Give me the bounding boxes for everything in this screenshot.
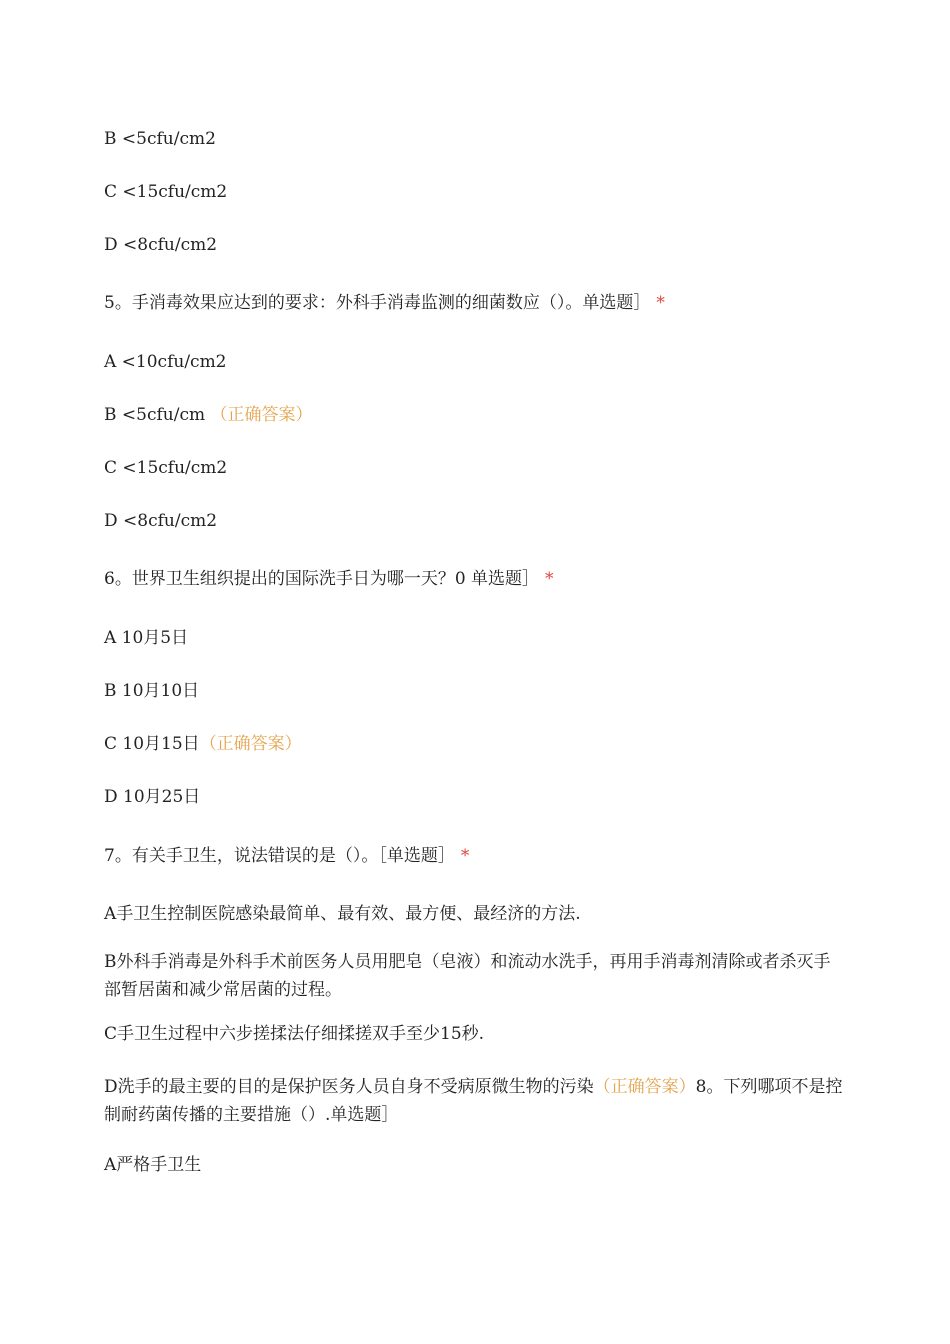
q6-question-text: 6。世界卫生组织提出的国际洗手日为哪一天？0 单选题］ (104, 569, 540, 589)
q7-option-a: A手卫生控制医院感染最简单、最有效、最方便、最经济的方法. (104, 904, 581, 924)
q5-question-text: 5。手消毒效果应达到的要求：外科手消毒监测的细菌数应（）。单选题］ (104, 293, 651, 313)
q7-question (104, 842, 469, 870)
q8-question-text: 8。下列哪项不是控制耐药菌传播的主要措施（）.单选题］ (104, 1077, 843, 1125)
q4-option-c: C <15cfu/cm2 (104, 182, 228, 202)
q6-option-a: A 10月5日 (104, 628, 189, 648)
q7-question-text: 7。有关手卫生，说法错误的是（）。［单选题］ (104, 846, 455, 866)
correct-answer-tag: （正确答案） (199, 734, 302, 754)
q7-option-d-and-q8-question (104, 1073, 844, 1129)
q7-option-b: B外科手消毒是外科手术前医务人员用肥皂（皂液）和流动水洗手，再用手消毒剂清除或者杀灭手部暂居菌和减少常居菌的过程。 (104, 952, 831, 1000)
q6-option-d: D 10月25日 (104, 787, 201, 807)
q7-option-d-text: D洗手的最主要的目的是保护医务人员自身不受病原微生物的污染 (104, 1077, 594, 1097)
required-star-icon: * (460, 846, 470, 866)
required-star-icon: * (545, 569, 554, 589)
q6-option-b: B 10月10日 (104, 681, 200, 701)
q4-option-d: D <8cfu/cm2 (104, 235, 218, 255)
q6-question (104, 565, 554, 593)
q5-option-b-text: B <5cfu/cm (104, 405, 211, 425)
correct-answer-tag: （正确答案） (210, 405, 313, 425)
q5-option-b (104, 401, 313, 429)
q6-option-c-text: C 10月15日 (104, 734, 200, 754)
q5-option-c: C <15cfu/cm2 (104, 458, 228, 478)
correct-answer-tag: （正确答案） (593, 1077, 696, 1097)
q7-option-c: C手卫生过程中六步搓揉法仔细揉搓双手至少15秒. (104, 1024, 485, 1044)
q6-option-c (104, 730, 302, 758)
required-star-icon: * (656, 293, 665, 313)
q5-question (104, 289, 665, 317)
q4-option-b: B <5cfu/cm2 (104, 129, 216, 149)
q8-option-a: A严格手卫生 (104, 1155, 202, 1175)
q5-option-a: A <10cfu/cm2 (104, 352, 227, 372)
q5-option-d: D <8cfu/cm2 (104, 511, 218, 531)
